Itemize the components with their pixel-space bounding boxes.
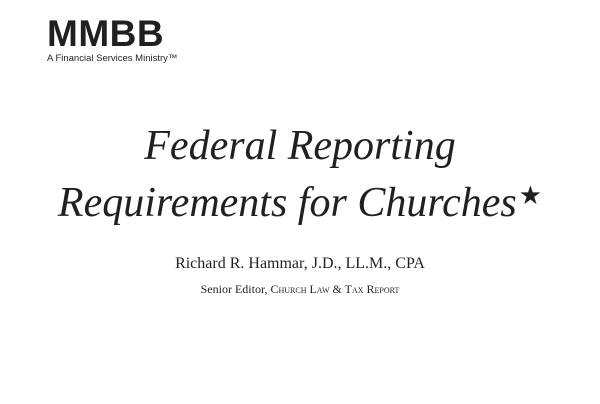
mmbb-logo bbox=[47, 13, 197, 65]
title-line-2: Requirements for Churches bbox=[57, 180, 517, 226]
title-line-2-wrapper bbox=[0, 171, 600, 228]
document-title bbox=[0, 121, 600, 228]
author-name: Richard R. Hammar, J.D., LL.M., CPA bbox=[175, 255, 425, 272]
publication-name: Church Law & Tax Report bbox=[270, 282, 400, 296]
title-line-1: Federal Reporting bbox=[144, 123, 456, 169]
logo-tagline: A Financial Services Ministry™ bbox=[47, 53, 178, 64]
footnote-star-icon: ★ bbox=[518, 181, 543, 210]
role-label: Senior Editor, bbox=[200, 282, 268, 296]
author-role bbox=[0, 281, 600, 297]
logo-wordmark: MMBB bbox=[47, 13, 165, 54]
